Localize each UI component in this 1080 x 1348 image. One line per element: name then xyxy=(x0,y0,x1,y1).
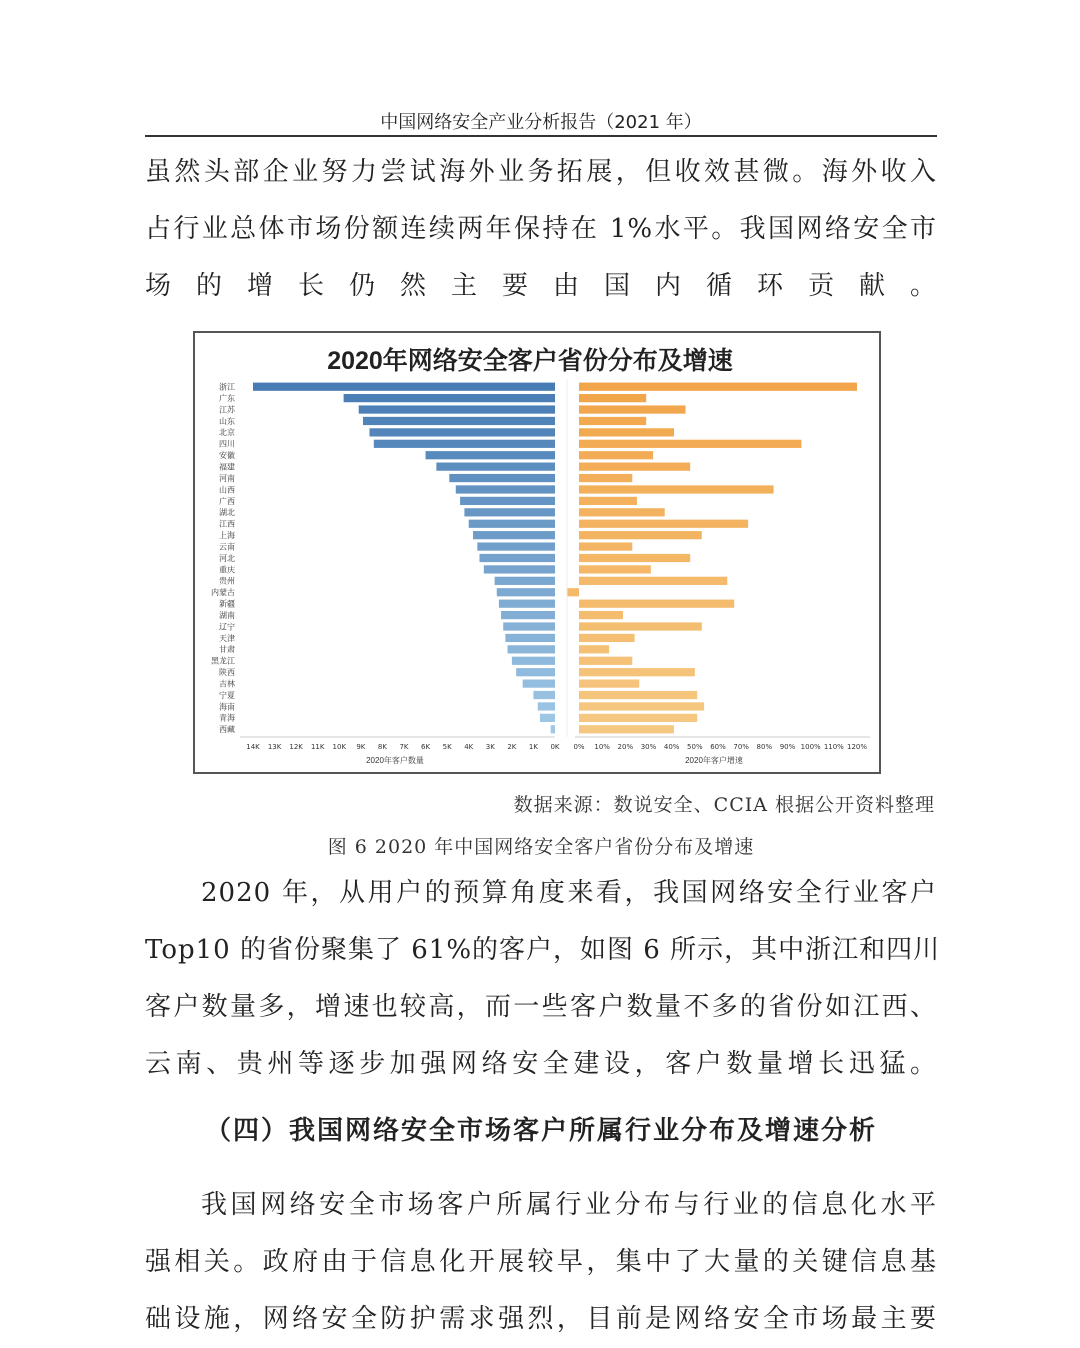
customer-count-bar xyxy=(533,691,555,699)
left-tick-label: 7K xyxy=(399,743,409,751)
category-label: 福建 xyxy=(219,462,235,472)
customer-count-bar xyxy=(512,657,555,665)
category-label: 内蒙古 xyxy=(211,588,235,598)
right-tick-label: 70% xyxy=(733,743,749,751)
customer-count-bar xyxy=(469,520,555,528)
growth-rate-bar xyxy=(579,428,674,436)
category-label: 山西 xyxy=(219,485,235,495)
category-label: 河南 xyxy=(219,473,235,483)
customer-count-bar xyxy=(436,463,555,471)
figure-caption: 图 6 2020 年中国网络安全客户省份分布及增速 xyxy=(327,836,755,858)
left-tick-label: 4K xyxy=(464,743,474,751)
category-label: 江西 xyxy=(219,519,235,529)
left-tick-label: 0K xyxy=(550,743,560,751)
right-tick-label: 40% xyxy=(663,743,680,751)
right-tick-label: 80% xyxy=(756,743,773,751)
category-label: 河北 xyxy=(219,553,235,563)
paragraph-line: 占行业总体市场份额连续两年保持在 1%水平。我国网络安全市 xyxy=(145,214,937,244)
customer-count-bar xyxy=(369,428,555,436)
left-tick-label: 3K xyxy=(485,743,495,751)
category-label: 宁夏 xyxy=(219,690,235,700)
growth-rate-bar xyxy=(579,714,697,722)
paragraph-2 xyxy=(145,865,941,1093)
category-label: 新疆 xyxy=(219,599,235,609)
customer-count-bar xyxy=(426,451,555,459)
growth-rate-bar xyxy=(579,611,623,619)
left-axis-label: 2020年客户数量 xyxy=(366,756,424,765)
customer-count-bar xyxy=(359,405,555,413)
right-tick-label: 100% xyxy=(800,743,821,751)
right-tick-label: 90% xyxy=(779,743,796,751)
left-tick-label: 14K xyxy=(246,743,260,751)
growth-rate-bar xyxy=(579,531,702,539)
customer-count-bar xyxy=(449,474,555,482)
growth-rate-bar xyxy=(579,657,632,665)
category-label: 山东 xyxy=(219,416,235,426)
chart-figure xyxy=(193,331,881,774)
paragraph-line: 础设施，网络安全防护需求强烈，目前是网络安全市场最主要 xyxy=(145,1304,937,1334)
growth-rate-bar xyxy=(579,394,646,402)
growth-rate-bar xyxy=(579,451,653,459)
right-tick-label: 50% xyxy=(687,743,703,751)
customer-count-bar xyxy=(497,588,555,596)
category-label: 上海 xyxy=(219,531,235,541)
growth-rate-bar xyxy=(579,542,632,550)
customer-count-bar xyxy=(495,577,555,585)
left-tick-label: 2K xyxy=(507,743,517,751)
customer-count-bar xyxy=(508,645,555,653)
paragraph-line: Top10 的省份聚集了 61%的客户，如图 6 所示，其中浙江和四川 xyxy=(145,935,941,965)
growth-rate-bar xyxy=(579,680,639,688)
category-label: 湖南 xyxy=(219,610,235,620)
growth-rate-bar xyxy=(579,622,702,630)
category-label: 北京 xyxy=(219,428,235,438)
customer-count-bar xyxy=(505,634,555,642)
category-label: 安徽 xyxy=(219,451,235,461)
right-tick-label: 120% xyxy=(846,743,868,751)
left-tick-label: 1K xyxy=(528,743,538,751)
customer-count-bar xyxy=(516,668,555,676)
growth-rate-bar xyxy=(579,474,632,482)
customer-count-bar xyxy=(499,600,555,608)
customer-count-bar xyxy=(374,440,555,448)
customer-count-bar xyxy=(477,542,555,550)
growth-rate-bar xyxy=(579,440,801,448)
customer-count-bar xyxy=(460,497,555,505)
category-label: 湖北 xyxy=(219,508,235,518)
customer-count-bar xyxy=(344,394,555,402)
right-tick-label: 30% xyxy=(640,743,657,751)
category-label: 江苏 xyxy=(219,405,235,415)
customer-count-bar xyxy=(538,702,555,710)
right-tick-label: 110% xyxy=(823,743,844,751)
right-tick-label: 10% xyxy=(594,743,610,751)
category-label: 辽宁 xyxy=(219,622,235,632)
category-label: 甘肃 xyxy=(219,645,235,655)
right-tick-label: 60% xyxy=(710,743,726,751)
paragraph-line: 客户数量多，增速也较高，而一些客户数量不多的省份如江西、 xyxy=(145,992,937,1022)
left-tick-label: 8K xyxy=(377,743,387,751)
category-label: 西藏 xyxy=(219,725,235,735)
growth-rate-bar xyxy=(579,565,651,573)
left-tick-label: 5K xyxy=(442,743,452,751)
category-label: 广西 xyxy=(219,496,235,506)
header-divider xyxy=(145,135,937,137)
customer-count-bar xyxy=(540,714,555,722)
customer-count-bar xyxy=(464,508,555,516)
figure-source: 数据来源：数说安全、CCIA 根据公开资料整理 xyxy=(513,794,935,816)
growth-rate-bar xyxy=(579,497,637,505)
category-label: 黑龙江 xyxy=(211,656,235,666)
category-label: 广东 xyxy=(219,393,235,403)
customer-count-bar xyxy=(253,383,555,391)
customer-count-bar xyxy=(523,680,555,688)
right-axis-label: 2020年客户增速 xyxy=(685,756,743,765)
left-tick-label: 11K xyxy=(310,743,325,751)
growth-rate-bar xyxy=(579,668,695,676)
section-heading: （四）我国网络安全市场客户所属行业分布及增速分析 xyxy=(204,1116,877,1146)
category-label: 四川 xyxy=(219,439,235,449)
paragraph-1 xyxy=(145,144,937,315)
growth-rate-bar xyxy=(579,577,727,585)
page-header-title: 中国网络安全产业分析报告（2021 年） xyxy=(380,112,702,133)
chart-title: 2020年网络安全客户省份分布及增速 xyxy=(327,347,733,375)
category-label: 吉林 xyxy=(219,679,235,689)
paragraph-line: 场的增长仍然主要由国内循环贡献。 xyxy=(145,271,937,301)
paragraph-line: 2020 年，从用户的预算角度来看，我国网络安全行业客户 xyxy=(201,878,937,908)
left-tick-label: 6K xyxy=(421,743,431,751)
customer-count-bar xyxy=(551,725,555,733)
right-tick-label: 0% xyxy=(573,743,585,751)
left-tick-label: 9K xyxy=(356,743,366,751)
growth-rate-bar xyxy=(579,463,690,471)
customer-count-bar xyxy=(484,565,555,573)
category-label: 云南 xyxy=(219,542,235,552)
category-label: 浙江 xyxy=(219,382,235,392)
customer-count-bar xyxy=(363,417,555,425)
growth-rate-bar xyxy=(579,383,857,391)
customer-count-bar xyxy=(501,611,555,619)
category-label: 陕西 xyxy=(219,668,235,678)
category-label: 海南 xyxy=(219,702,235,712)
category-label: 青海 xyxy=(219,713,235,723)
growth-rate-bar xyxy=(579,634,635,642)
left-tick-label: 13K xyxy=(267,743,282,751)
customer-count-bar xyxy=(456,485,555,493)
paragraph-line: 云南、贵州等逐步加强网络安全建设，客户数量增长迅猛。 xyxy=(145,1049,937,1079)
growth-rate-bar xyxy=(579,485,774,493)
customer-count-bar xyxy=(473,531,555,539)
growth-rate-bar xyxy=(579,508,665,516)
growth-rate-bar xyxy=(579,691,697,699)
category-label: 贵州 xyxy=(219,576,235,586)
growth-rate-bar xyxy=(579,405,686,413)
growth-rate-bar xyxy=(579,600,734,608)
growth-rate-bar xyxy=(579,725,674,733)
growth-rate-bar xyxy=(579,645,609,653)
growth-rate-bar xyxy=(579,520,748,528)
paragraph-line: 我国网络安全市场客户所属行业分布与行业的信息化水平 xyxy=(201,1190,937,1220)
category-label: 重庆 xyxy=(219,565,235,575)
right-tick-label: 20% xyxy=(617,743,634,751)
customer-count-bar xyxy=(480,554,556,562)
category-label: 天津 xyxy=(219,633,235,643)
bar-chart xyxy=(195,333,879,772)
left-tick-label: 12K xyxy=(289,743,303,751)
growth-rate-bar xyxy=(579,554,690,562)
growth-rate-bar xyxy=(579,417,646,425)
left-tick-label: 10K xyxy=(332,743,347,751)
growth-rate-bar xyxy=(579,702,704,710)
growth-rate-bar xyxy=(567,588,579,596)
customer-count-bar xyxy=(503,622,555,630)
paragraph-3 xyxy=(145,1177,937,1348)
paragraph-line: 强相关。政府由于信息化开展较早，集中了大量的关键信息基 xyxy=(145,1247,937,1277)
paragraph-line: 虽然头部企业努力尝试海外业务拓展，但收效甚微。海外收入 xyxy=(145,157,937,187)
